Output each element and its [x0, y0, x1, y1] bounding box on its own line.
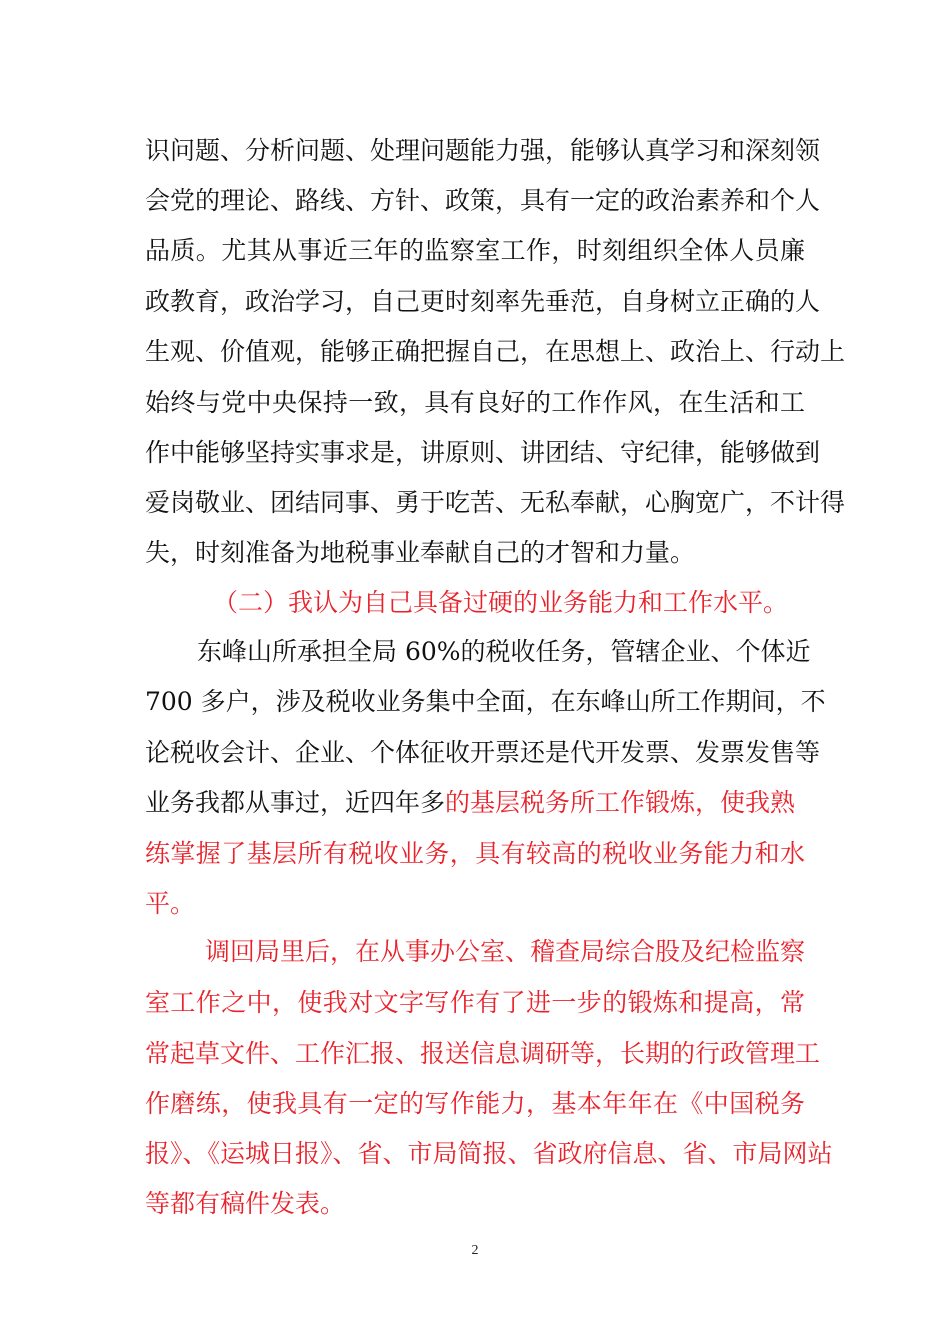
paragraph-line: 论税收会计、企业、个体征收开票还是代开发票、发票发售等	[145, 738, 821, 767]
paragraph-line: 报》、《运城日报》、省、市局简报、省政府信息、省、市局网站	[145, 1139, 833, 1168]
paragraph-line: 失，时刻准备为地税事业奉献自己的才智和力量。	[145, 538, 696, 567]
paragraph-line: 政教育，政治学习，自己更时刻率先垂范，自身树立正确的人	[145, 287, 821, 316]
page-number: 2	[471, 1243, 479, 1258]
paragraph-line: 平。	[145, 889, 196, 918]
section-heading: （二）我认为自己具备过硬的业务能力和工作水平。	[213, 588, 789, 617]
paragraph-line: 东峰山所承担全局 60%的税收任务，管辖企业、个体近	[197, 637, 811, 666]
paragraph-line: 作磨练，使我具有一定的写作能力，基本年年在《中国税务	[145, 1089, 805, 1118]
paragraph-line: 调回局里后，在从事办公室、稽查局综合股及纪检监察	[205, 937, 806, 966]
paragraph-line: 会党的理论、路线、方针、政策，具有一定的政治素养和个人	[145, 186, 821, 215]
paragraph-text-red: 的基层税务所工作锻炼，使我熟	[445, 788, 796, 817]
paragraph-line: 识问题、分析问题、处理问题能力强，能够认真学习和深刻领	[145, 136, 821, 165]
paragraph-text-black: 业务我都从事过，近四年多	[145, 788, 446, 817]
paragraph-line: 始终与党中央保持一致，具有良好的工作作风，在生活和工	[145, 388, 805, 417]
paragraph-line: 等都有稿件发表。	[145, 1189, 346, 1218]
paragraph-line: 700 多户，涉及税收业务集中全面，在东峰山所工作期间，不	[145, 687, 826, 716]
paragraph-line-mixed	[145, 783, 805, 823]
paragraph-line: 作中能够坚持实事求是，讲原则、讲团结、守纪律，能够做到	[145, 438, 821, 467]
paragraph-line: 常起草文件、工作汇报、报送信息调研等，长期的行政管理工	[145, 1039, 821, 1068]
paragraph-line: 生观、价值观，能够正确把握自己，在思想上、政治上、行动上	[145, 337, 846, 366]
paragraph-line: 练掌握了基层所有税收业务，具有较高的税收业务能力和水	[145, 839, 805, 868]
paragraph-line: 室工作之中，使我对文字写作有了进一步的锻炼和提高，常	[145, 988, 805, 1017]
paragraph-line: 爱岗敬业、团结同事、勇于吃苦、无私奉献，心胸宽广，不计得	[145, 488, 846, 517]
paragraph-line: 品质。尤其从事近三年的监察室工作，时刻组织全体人员廉	[145, 236, 805, 265]
